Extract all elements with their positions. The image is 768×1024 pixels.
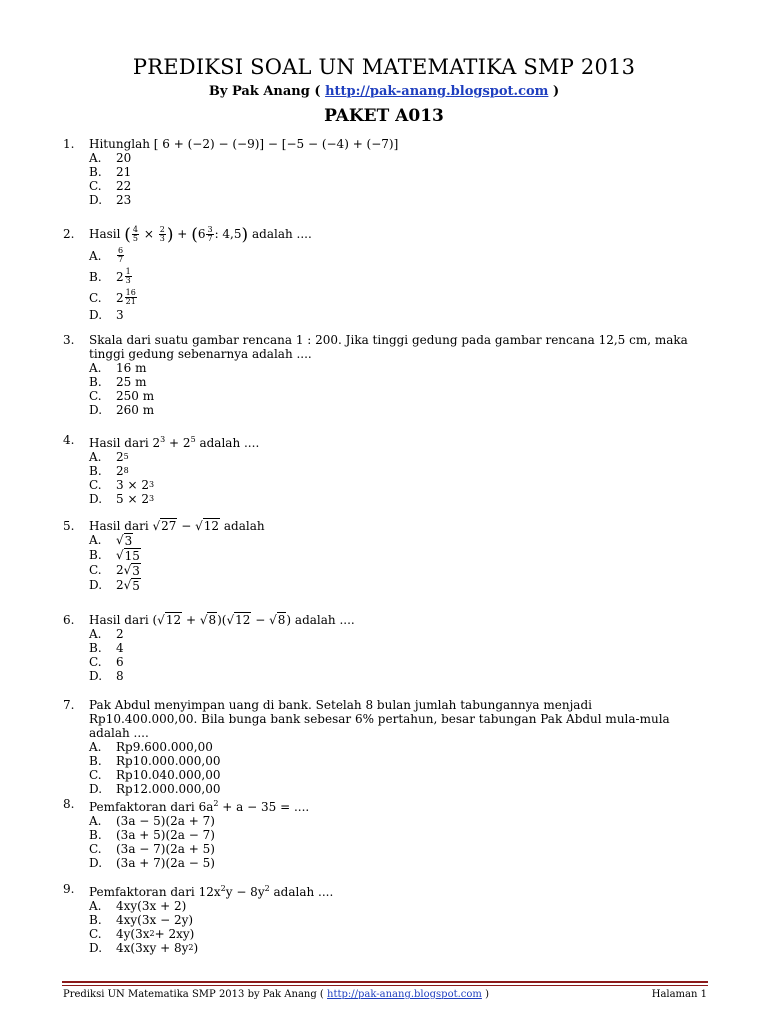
question-number: 4. (63, 433, 75, 447)
option-text: 250 m (116, 389, 155, 403)
option-text: Rp10.040.000,00 (116, 768, 221, 782)
option-text: Rp10.000.000,00 (116, 754, 221, 768)
option-text: 260 m (116, 403, 155, 417)
option-b: B. √ 15 (89, 548, 140, 563)
option-c: C. 2 √ 3 (89, 563, 140, 578)
option-text: 2 (116, 627, 124, 641)
option-text: (3a − 5)(2a + 7) (116, 814, 215, 828)
question-text: Hasil ( $\frac{4}{5}$ × $\frac{2}{3}$ ) + (6 $\frac{3}{7}$ : 4,5) adalah .... (89, 224, 312, 245)
question-text: Pemfaktoran dari $12x^2y - 8y^2$ adalah .... (89, 884, 334, 899)
option-letter: B. (89, 269, 102, 284)
option-letter: A. (89, 814, 102, 828)
fraction: $\frac{1}{3}$ (125, 267, 131, 285)
option-text: 23 (116, 193, 132, 207)
expr-post: adalah .... (251, 226, 312, 241)
option-b: B. 4xy(3x − 2y) (89, 913, 194, 927)
option-b (89, 165, 703, 179)
option-a (89, 814, 703, 828)
option-letter: B. (89, 913, 102, 927)
question-text: Pemfaktoran dari $6a^2 + a - 35$ = .... (89, 799, 310, 814)
option-d: D. 5 × 2 3 (89, 492, 155, 506)
footer-suffix: ) (485, 989, 489, 1000)
option-letter: A. (89, 533, 102, 547)
question-text: Hasil dari $2^3 + 2^5$ adalah .... (89, 435, 260, 450)
option-c (89, 768, 703, 782)
option-a: A. 2 5 (89, 450, 129, 464)
option-text: 6 (116, 655, 124, 669)
option-c: C. 2 $\frac{16}{21}$ (89, 288, 136, 306)
byline-prefix: By Pak Anang ( (208, 84, 321, 99)
question-8 (63, 797, 703, 870)
option-letter: D. (89, 403, 103, 417)
expr-pre: Hasil (89, 226, 121, 241)
option-text: Rp9.600.000,00 (116, 740, 213, 754)
option-text: Rp12.000.000,00 (116, 782, 221, 796)
question-number: 5. (63, 519, 75, 533)
option-letter: A. (89, 740, 102, 754)
option-c (89, 179, 703, 193)
option-letter: C. (89, 290, 102, 305)
option-text: 20 (116, 151, 132, 165)
option-letter: C. (89, 768, 102, 782)
page-footer (63, 989, 707, 1000)
option-b (89, 641, 703, 655)
option-d (89, 403, 703, 417)
option-d (89, 669, 703, 683)
option-b: B. 2 8 (89, 464, 129, 478)
question-number: 9. (63, 882, 75, 896)
option-a: A. √ 3 (89, 533, 133, 548)
question-3 (63, 333, 703, 417)
option-letter: D. (89, 492, 103, 506)
option-b (89, 754, 703, 768)
page-title: PREDIKSI SOAL UN MATEMATIKA SMP 2013 (132, 55, 636, 79)
option-letter: B. (89, 375, 102, 389)
option-letter: B. (89, 828, 102, 842)
option-text: 22 (116, 179, 132, 193)
question-9 (63, 882, 703, 955)
footer-rule (62, 981, 708, 983)
option-letter: A. (89, 450, 102, 464)
option-a (89, 740, 703, 754)
option-letter: B. (89, 641, 102, 655)
option-letter: D. (89, 308, 103, 322)
option-text: 21 (116, 165, 132, 179)
option-d (89, 782, 703, 796)
question-1 (63, 137, 703, 207)
question-number: 3. (63, 333, 75, 347)
option-text: (3a + 7)(2a − 5) (116, 856, 215, 870)
option-letter: B. (89, 548, 102, 562)
question-number: 1. (63, 137, 75, 151)
option-c: C. 4y(3x 2 + 2xy) (89, 927, 195, 941)
option-text: 3 (116, 308, 124, 322)
footer-rule-thin (62, 985, 708, 986)
option-c: C. 3 × 2 3 (89, 478, 155, 492)
option-letter: B. (89, 165, 102, 179)
option-text: (3a + 5)(2a − 7) (116, 828, 215, 842)
question-text: Hitunglah [ 6 + (−2) − (−9)] − [−5 − (−4) + (−7)] (89, 137, 399, 151)
paket-title: PAKET A013 (324, 106, 444, 126)
question-7 (63, 698, 703, 796)
option-letter: C. (89, 478, 102, 492)
question-6 (63, 613, 703, 683)
option-b (89, 375, 703, 389)
option-b (89, 828, 703, 842)
option-letter: B. (89, 754, 102, 768)
question-number: 6. (63, 613, 75, 627)
footer-blog-link[interactable]: http://pak-anang.blogspot.com (327, 989, 482, 1000)
option-letter: D. (89, 578, 103, 592)
option-c (89, 842, 703, 856)
option-letter: D. (89, 782, 103, 796)
question-text: Hasil dari (√12 + √8)(√12 − √8) adalah .... (89, 613, 355, 627)
option-letter: D. (89, 669, 103, 683)
byline (0, 84, 768, 99)
option-text: 8 (116, 669, 124, 683)
option-text: (3a − 7)(2a + 5) (116, 842, 215, 856)
question-number: 8. (63, 797, 75, 811)
option-d (89, 308, 703, 322)
option-letter: D. (89, 856, 103, 870)
option-letter: A. (89, 151, 102, 165)
question-2 (63, 223, 703, 322)
fraction: $\frac{2}{3}$ (159, 224, 165, 243)
question-4 (63, 433, 703, 506)
option-c (89, 389, 703, 403)
option-letter: B. (89, 464, 102, 478)
question-text: Skala dari suatu gambar rencana 1 : 200. Jika tinggi gedung pada gambar rencana 12,5 cm, maka tinggi gedung sebenarnya adalah .... (89, 333, 688, 361)
byline-suffix: ) (552, 84, 560, 99)
option-letter: C. (89, 842, 102, 856)
option-letter: A. (89, 899, 102, 913)
option-letter: C. (89, 179, 102, 193)
option-text: 25 m (116, 375, 147, 389)
option-b: B. 2 $\frac{1}{3}$ (89, 267, 131, 285)
question-5 (63, 519, 703, 593)
option-letter: A. (89, 248, 102, 263)
blog-link[interactable]: http://pak-anang.blogspot.com (325, 84, 549, 99)
option-letter: C. (89, 655, 102, 669)
option-text: 16 m (116, 361, 147, 375)
option-a (89, 245, 703, 266)
option-a (89, 627, 703, 641)
option-a (89, 361, 703, 375)
question-number: 2. (63, 227, 75, 241)
question-text: Pak Abdul menyimpan uang di bank. Setelah 8 bulan jumlah tabungannya menjadi Rp10.400.000,00. Bila bunga bank sebesar 6% pertahun, besar tabungan Pak Abdul mula-mula adalah .... (89, 698, 670, 740)
option-text: 4 (116, 641, 124, 655)
option-letter: C. (89, 563, 102, 577)
question-number: 7. (63, 698, 75, 712)
fraction: $\frac{4}{5}$ (132, 224, 139, 243)
option-letter: D. (89, 193, 103, 207)
fraction: $\frac{16}{21}$ (125, 288, 136, 306)
option-a (89, 151, 703, 165)
option-d (89, 856, 703, 870)
question-text: Hasil dari √27 − √12 adalah (89, 519, 265, 533)
fraction: $\frac{3}{7}$ (207, 224, 213, 243)
option-letter: D. (89, 941, 103, 955)
option-letter: C. (89, 389, 102, 403)
footer-prefix: Prediksi UN Matematika SMP 2013 by Pak Anang ( (63, 989, 324, 1000)
option-d: D. 4x(3xy + 8y 2 ) (89, 941, 199, 955)
option-letter: A. (89, 627, 102, 641)
fraction: $\frac{6}{7}$ (118, 246, 124, 264)
option-d: D. 2 √ 5 (89, 578, 140, 593)
option-c (89, 655, 703, 669)
option-letter: A. (89, 361, 102, 375)
option-a: A. 4xy(3x + 2) (89, 899, 187, 913)
page-number: Halaman 1 (651, 989, 707, 1000)
option-d (89, 193, 703, 207)
option-letter: C. (89, 927, 102, 941)
